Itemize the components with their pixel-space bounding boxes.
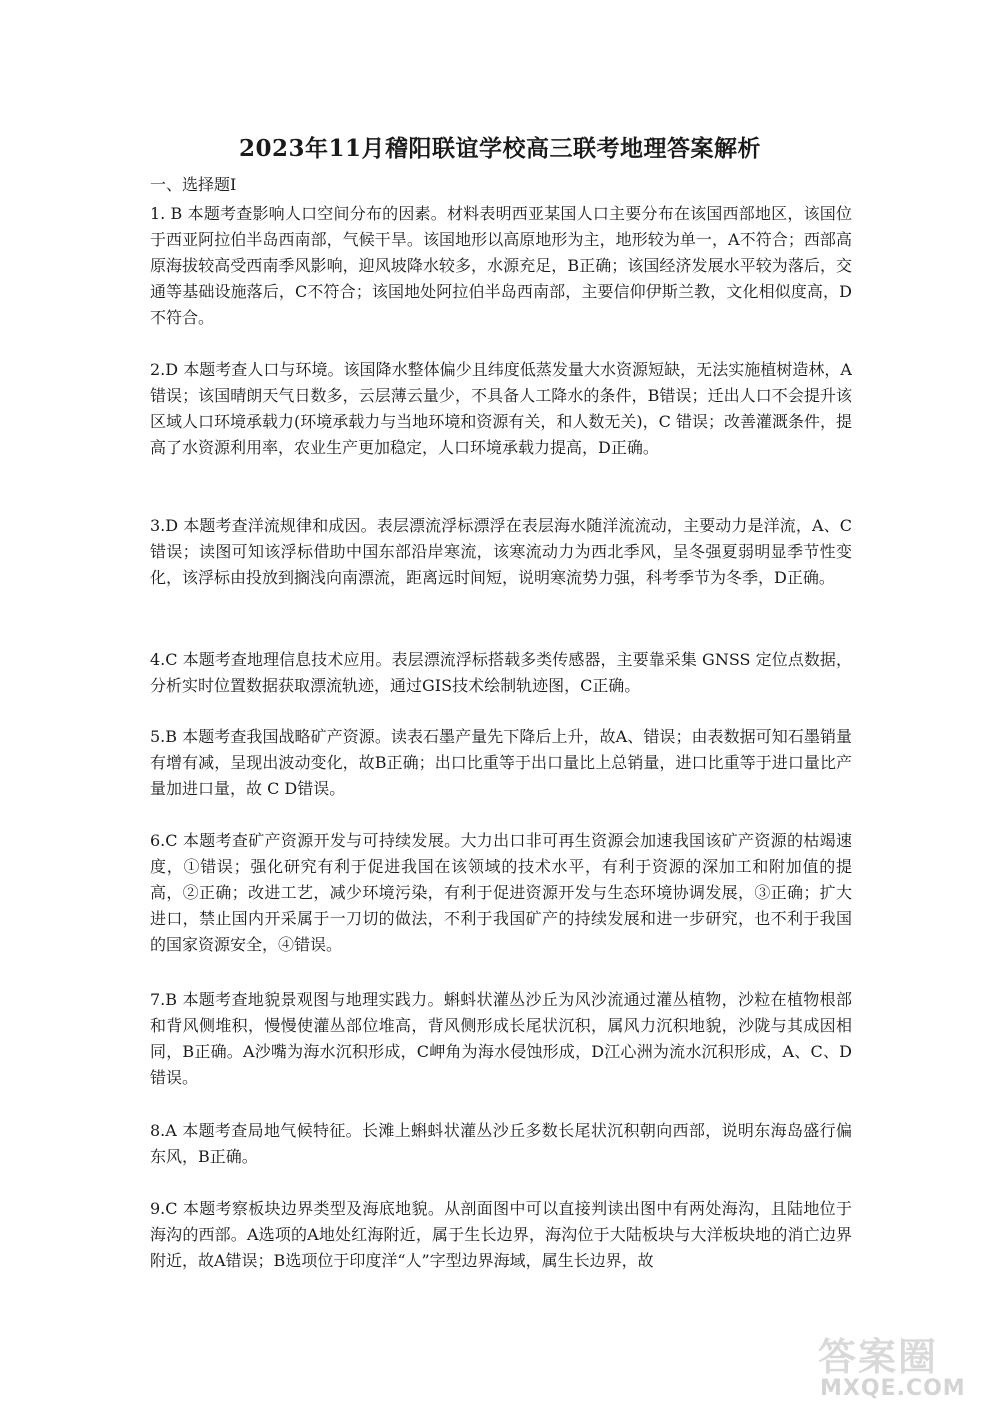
watermark-logo (818, 1326, 978, 1406)
answer-item-5: 5.B 本题考查我国战略矿产资源。读表石墨产量先下降后上升，故A、错误；由表数据可知石墨销量有增有减，呈现出波动变化，故B正确；出口比重等于出口量比上总销量，进口比重等于进口量比产量加进口量，故 C D错误。 (150, 727, 852, 798)
section-heading: 一、选择题Ⅰ (150, 175, 237, 194)
answer-item-4: 4.C 本题考查地理信息技术应用。表层漂流浮标搭载多类传感器，主要靠采集 GNSS 定位点数据，分析实时位置数据获取漂流轨迹，通过GIS技术绘制轨迹图，C正确。 (150, 650, 852, 695)
answer-item-9: 9.C 本题考察板块边界类型及海底地貌。从剖面图中可以直接判读出图中有两处海沟，且陆地位于海沟的西部。A选项的A地处红海附近，属于生长边界，海沟位于大陆板块与大洋板块地的消亡边界附近，故A错误；B选项位于印度洋“人”字型边界海域，属生长边界，故 (150, 1199, 852, 1270)
watermark-main-text: 答案圈 (818, 1335, 939, 1379)
answer-item-1: 1. B 本题考查影响人口空间分布的因素。材料表明西亚某国人口主要分布在该国西部地区，该国位于西亚阿拉伯半岛西南部，气候干旱。该国地形以高原地形为主，地形较为单一，A不符合；西部高原海拔较高受西南季风影响，迎风坡降水较多，水源充足，B正确；该国经济发展水平较为落后，交通等基础设施落后，C不符合；该国地处阿拉伯半岛西南部，主要信仰伊斯兰教，文化相似度高，D不符合。 (150, 204, 852, 327)
answer-item-7: 7.B 本题考查地貌景观图与地理实践力。蝌蚪状灌丛沙丘为风沙流通过灌丛植物，沙粒在植物根部和背风侧堆积，慢慢使灌丛部位堆高，背风侧形成长尾状沉积，属风力沉积地貌，沙陇与其成因相同，B正确。A沙嘴为海水沉积形成，C岬角为海水侵蚀形成，D江心洲为流水沉积形成，A、C、D错误。 (150, 990, 852, 1087)
answer-item-8: 8.A 本题考查局地气候特征。长滩上蝌蚪状灌丛沙丘多数长尾状沉积朝向西部，说明东海岛盛行偏东风，B正确。 (150, 1121, 852, 1166)
document-title: 2023年11月稽阳联谊学校高三联考地理答案解析 (238, 135, 762, 162)
answer-item-6: 6.C 本题考查矿产资源开发与可持续发展。大力出口非可再生资源会加速我国该矿产资源的枯竭速度，①错误；强化研究有利于促进我国在该领域的技术水平，有利于资源的深加工和附加值的提高，②正确；改进工艺，减少环境污染，有利于促进资源开发与生态环境协调发展，③正确；扩大进口，禁止国内开采属于一刀切的做法，不利于我国矿产的持续发展和进一步研究，也不利于我国的国家资源安全，④错误。 (150, 831, 852, 954)
watermark-url-text: MXQE.COM (820, 1376, 966, 1401)
answer-item-3: 3.D 本题考查洋流规律和成因。表层漂流浮标漂浮在表层海水随洋流流动，主要动力是洋流，A、C 错误；读图可知该浮标借助中国东部沿岸寒流，该寒流动力为西北季风，呈冬强夏弱明显季节性变化，该浮标由投放到搁浅向南漂流，距离远时间短，说明寒流势力强，科考季节为冬季，D正确。 (150, 516, 852, 587)
answer-item-2: 2.D 本题考查人口与环境。该国降水整体偏少且纬度低蒸发量大水资源短缺，无法实施植树造林，A错误；该国晴朗天气日数多，云层薄云量少，不具备人工降水的条件，B错误；迁出人口不会提升该区域人口环境承载力(环境承载力与当地环境和资源有关，和人数无关)，C 错误；改善灌溉条件，提高了水资源利用率，农业生产更加稳定，人口环境承载力提高，D正确。 (150, 360, 852, 457)
